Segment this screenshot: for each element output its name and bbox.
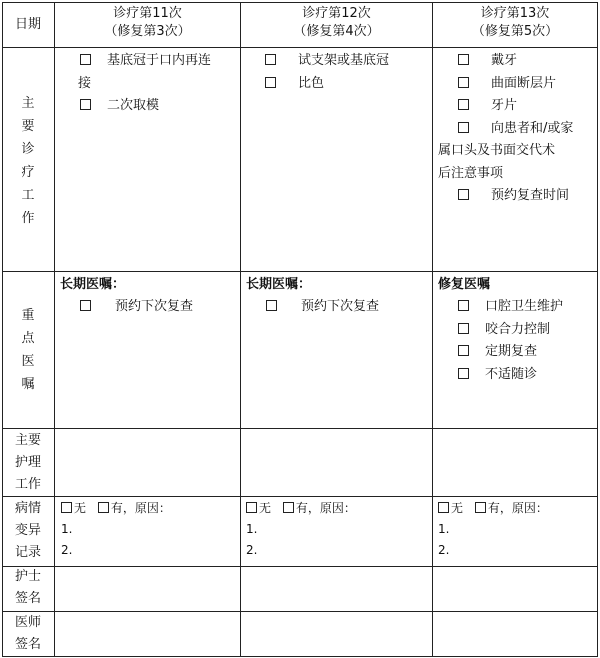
checkbox[interactable] xyxy=(80,99,91,110)
no-checkbox[interactable] xyxy=(61,502,72,513)
checklist-item[interactable]: 戴牙 xyxy=(438,50,596,73)
row-divider xyxy=(2,271,598,272)
advice-title: 长期医嘱： xyxy=(60,277,126,292)
checkbox[interactable] xyxy=(458,77,469,88)
doctor-sign-label: 医师 签名 xyxy=(14,615,41,652)
reason-line-2: 2. xyxy=(438,543,450,557)
advice-title: 长期医嘱： xyxy=(246,277,312,292)
nursing-visit-12[interactable] xyxy=(241,429,432,496)
checklist-item[interactable]: 预约下次复查 xyxy=(60,296,238,319)
variation-visit-11 xyxy=(61,498,239,561)
advice-title: 修复医嘱 xyxy=(438,277,491,292)
nurse-signature-11[interactable] xyxy=(55,567,240,611)
table-border-bottom xyxy=(2,656,598,657)
reason-line-2: 2. xyxy=(61,543,73,557)
checklist-item[interactable]: 牙片 xyxy=(438,95,596,118)
checklist-item[interactable]: 不适随诊 xyxy=(438,364,596,387)
checkbox[interactable] xyxy=(80,54,91,65)
checkbox[interactable] xyxy=(458,300,469,311)
continuation-text: 后注意事项 xyxy=(438,165,504,181)
doctor-signature-12[interactable] xyxy=(241,612,432,656)
main-work-visit-11 xyxy=(80,50,238,118)
checkbox[interactable] xyxy=(458,189,469,200)
checkbox[interactable] xyxy=(458,122,469,133)
variation-visit-12 xyxy=(246,498,430,561)
advice-visit-11 xyxy=(60,274,238,319)
doctor-signature-11[interactable] xyxy=(55,612,240,656)
column-divider xyxy=(54,2,55,656)
visit-header-13 xyxy=(433,2,597,50)
nurse-signature-12[interactable] xyxy=(241,567,432,611)
main-work-label: 主 要 诊 疗 工 作 xyxy=(21,96,35,226)
checkbox[interactable] xyxy=(458,345,469,356)
variation-options: 无 有，原因： xyxy=(438,498,596,519)
checkbox[interactable] xyxy=(458,323,469,334)
reason-line-2: 2. xyxy=(246,543,258,557)
row-divider xyxy=(2,496,598,497)
main-work-visit-12 xyxy=(265,50,435,95)
visit-subtitle: （修复第3次） xyxy=(104,24,191,39)
checkbox[interactable] xyxy=(458,99,469,110)
checklist-item[interactable]: 比色 xyxy=(265,73,435,96)
no-checkbox[interactable] xyxy=(246,502,257,513)
reason-line-1: 1. xyxy=(438,522,450,536)
checkbox[interactable] xyxy=(266,300,277,311)
yes-checkbox[interactable] xyxy=(283,502,294,513)
date-label: 日期 xyxy=(14,17,41,32)
variation-visit-13 xyxy=(438,498,596,561)
reason-line-1: 1. xyxy=(246,522,258,536)
checkbox[interactable] xyxy=(458,368,469,379)
checklist-item[interactable]: 向患者和/或家 xyxy=(438,118,596,141)
doctor-signature-13[interactable] xyxy=(433,612,597,656)
nurse-signature-13[interactable] xyxy=(433,567,597,611)
checklist-item[interactable]: 二次取模 xyxy=(80,95,238,118)
no-checkbox[interactable] xyxy=(438,502,449,513)
variation-label: 病情 变异 记录 xyxy=(14,501,41,560)
continuation-text: 接 xyxy=(78,75,92,91)
checklist-item[interactable]: 定期复查 xyxy=(438,341,596,364)
checklist-item[interactable]: 预约下次复查 xyxy=(246,296,430,319)
visit-title: 诊疗第12次 xyxy=(302,6,371,21)
variation-options: 无 有，原因： xyxy=(246,498,430,519)
column-divider xyxy=(432,2,433,656)
table-border-right xyxy=(597,2,598,656)
yes-checkbox[interactable] xyxy=(98,502,109,513)
checklist-item[interactable]: 试支架或基底冠 xyxy=(265,50,435,73)
visit-header-11 xyxy=(55,2,240,50)
nursing-visit-11[interactable] xyxy=(55,429,240,496)
continuation-text: 属口头及书面交代术 xyxy=(438,143,556,158)
visit-title: 诊疗第13次 xyxy=(480,6,550,21)
nursing-label: 主要 护理 工作 xyxy=(14,433,41,492)
visit-header-12 xyxy=(241,2,432,50)
reason-line-1: 1. xyxy=(61,522,73,536)
advice-label: 重 点 医 嘱 xyxy=(21,308,35,392)
checklist-item[interactable]: 口腔卫生维护 xyxy=(438,296,596,319)
checkbox[interactable] xyxy=(80,300,91,311)
visit-subtitle: （修复第4次） xyxy=(293,24,380,39)
advice-visit-13 xyxy=(438,274,596,386)
checklist-item[interactable]: 预约复查时间 xyxy=(438,185,596,208)
main-work-visit-13 xyxy=(438,50,596,208)
yes-checkbox[interactable] xyxy=(475,502,486,513)
advice-visit-12 xyxy=(246,274,430,319)
checkbox[interactable] xyxy=(265,54,276,65)
checkbox[interactable] xyxy=(265,77,276,88)
checklist-item[interactable]: 咬合力控制 xyxy=(438,319,596,342)
visit-title: 诊疗第11次 xyxy=(113,6,182,21)
nursing-visit-13[interactable] xyxy=(433,429,597,496)
checkbox[interactable] xyxy=(458,54,469,65)
checklist-item[interactable]: 基底冠于口内再连 xyxy=(80,50,238,73)
column-divider xyxy=(240,2,241,656)
variation-options: 无 有，原因： xyxy=(61,498,239,519)
visit-subtitle: （修复第5次） xyxy=(471,24,559,39)
checklist-item[interactable]: 曲面断层片 xyxy=(438,73,596,96)
nurse-sign-label: 护士 签名 xyxy=(14,569,41,606)
